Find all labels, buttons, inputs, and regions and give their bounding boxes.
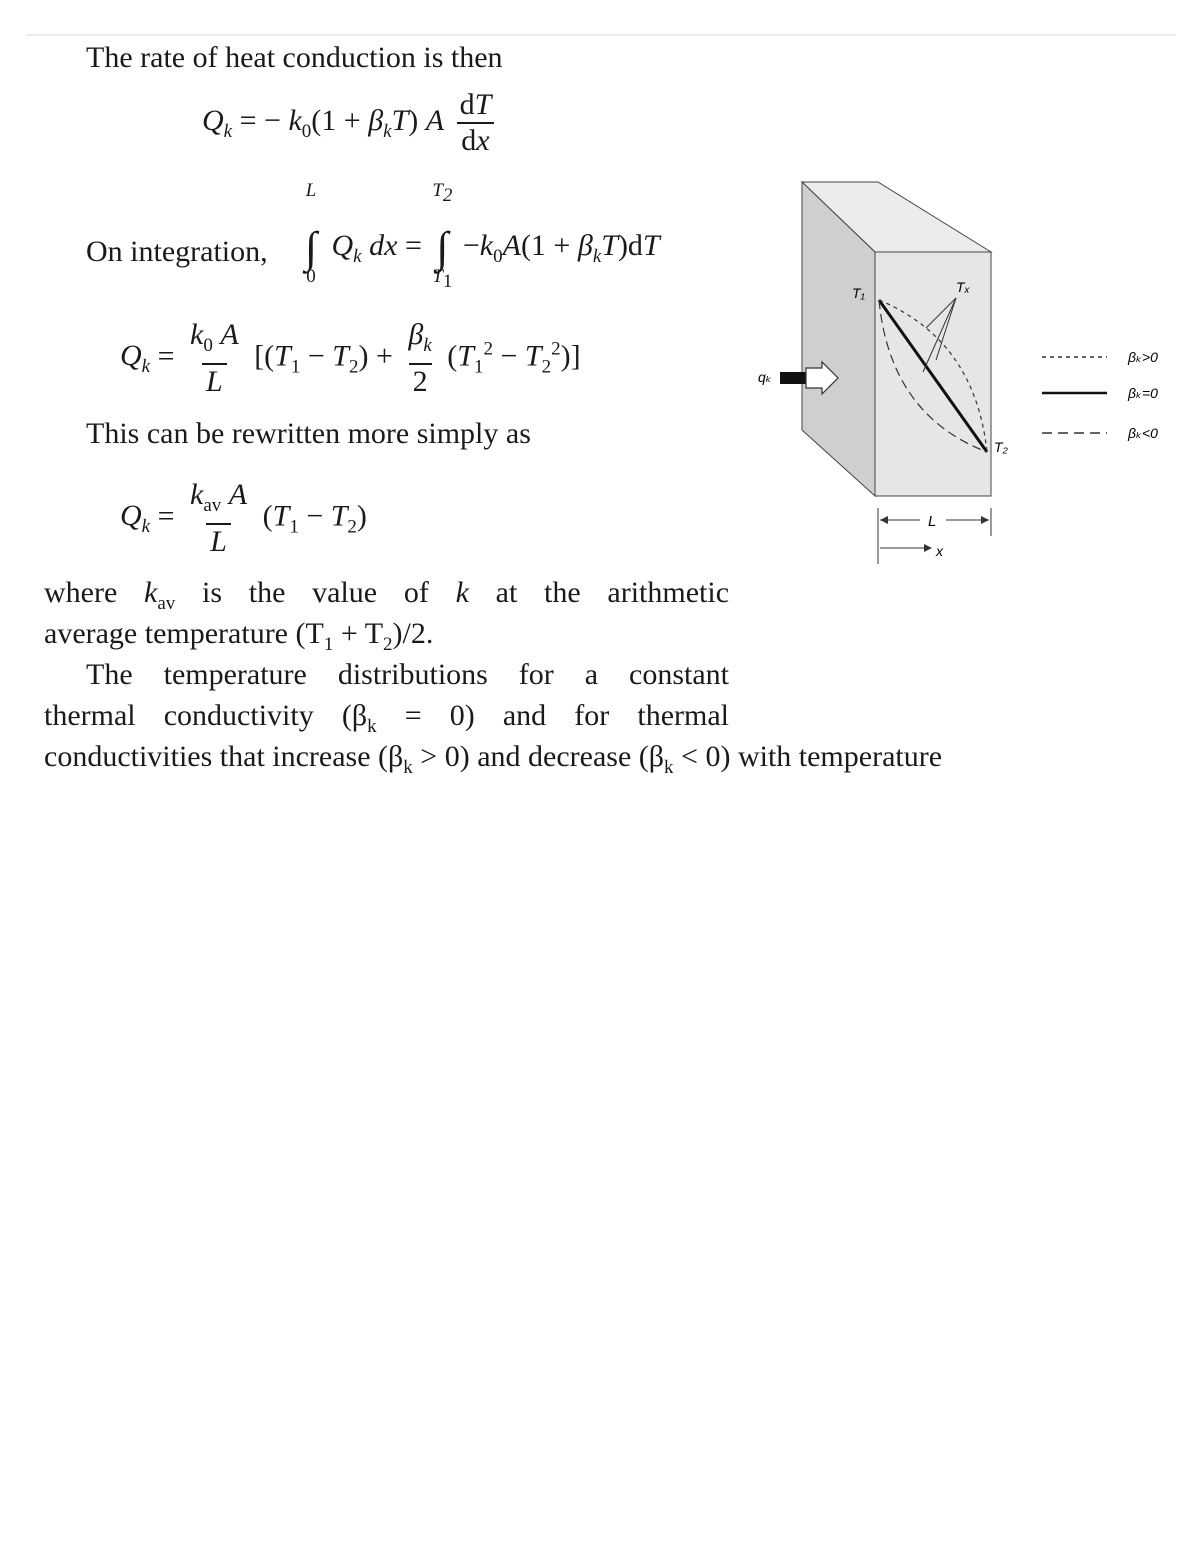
plane-wall-figure xyxy=(750,170,1180,580)
heat-flow-tail xyxy=(780,372,806,384)
where-line: where $k_{av}$ is the value of k at the arithmetic xyxy=(44,576,730,614)
intro-text: The rate of heat conduction is then xyxy=(86,41,503,74)
label-t1: T₁ xyxy=(852,285,865,301)
rewrite-text: This can be rewritten more simply as xyxy=(86,417,531,450)
equation-average-k: $Q_k$ = $\frac{k_{av} A}{L}$ $(T_1 - T_2)$ xyxy=(120,478,367,558)
x-axis-arrowhead xyxy=(924,544,932,552)
equation-integration: L ∫ 0 $Q_k$ dx = $T_2$ ∫ $T_1$ $-k_0A(1 + \beta_kT)dT$ xyxy=(304,180,660,292)
dimension-arrowhead-right xyxy=(981,516,989,524)
label-t2: T₂ xyxy=(994,439,1008,455)
page-top-rule xyxy=(26,34,1176,36)
distribution-line-1: The temperature distributions for a constant xyxy=(86,658,729,691)
on-integration-label: On integration, xyxy=(86,235,268,268)
label-l: L xyxy=(928,513,937,530)
label-tx: Tₓ xyxy=(956,279,970,295)
legend-label-beta-zero: βₖ=0 xyxy=(1128,385,1158,401)
label-qk: qₖ xyxy=(758,369,772,385)
equation-integrated-result: $Q_k$ = $\frac{k_0 A}{L}$ [$(T_1 - T_2)$ + $\frac{\beta_k}{2}$ $(T_1^2 - T_2^2)$] xyxy=(120,318,581,398)
average-temperature-line: average temperature $(T_1 + T_2)/2$. xyxy=(44,617,434,655)
distribution-line-3: conductivities that increase $(\beta_k > 0)$ and decrease $(\beta_k < 0)$ with temperature xyxy=(44,740,943,778)
legend xyxy=(1042,349,1158,441)
legend-label-beta-negative: βₖ<0 xyxy=(1128,425,1158,441)
distribution-line-2: thermal conductivity $(\beta_k = 0)$ and for thermal xyxy=(44,699,729,737)
dimension-arrowhead-left xyxy=(880,516,888,524)
equation-heat-rate: $Q_k$ = − $k_0(1 + \beta_kT)$ A $\frac{dT}{dx}$ xyxy=(202,88,499,158)
label-x: x xyxy=(936,543,943,559)
legend-label-beta-positive: βₖ>0 xyxy=(1128,349,1158,365)
